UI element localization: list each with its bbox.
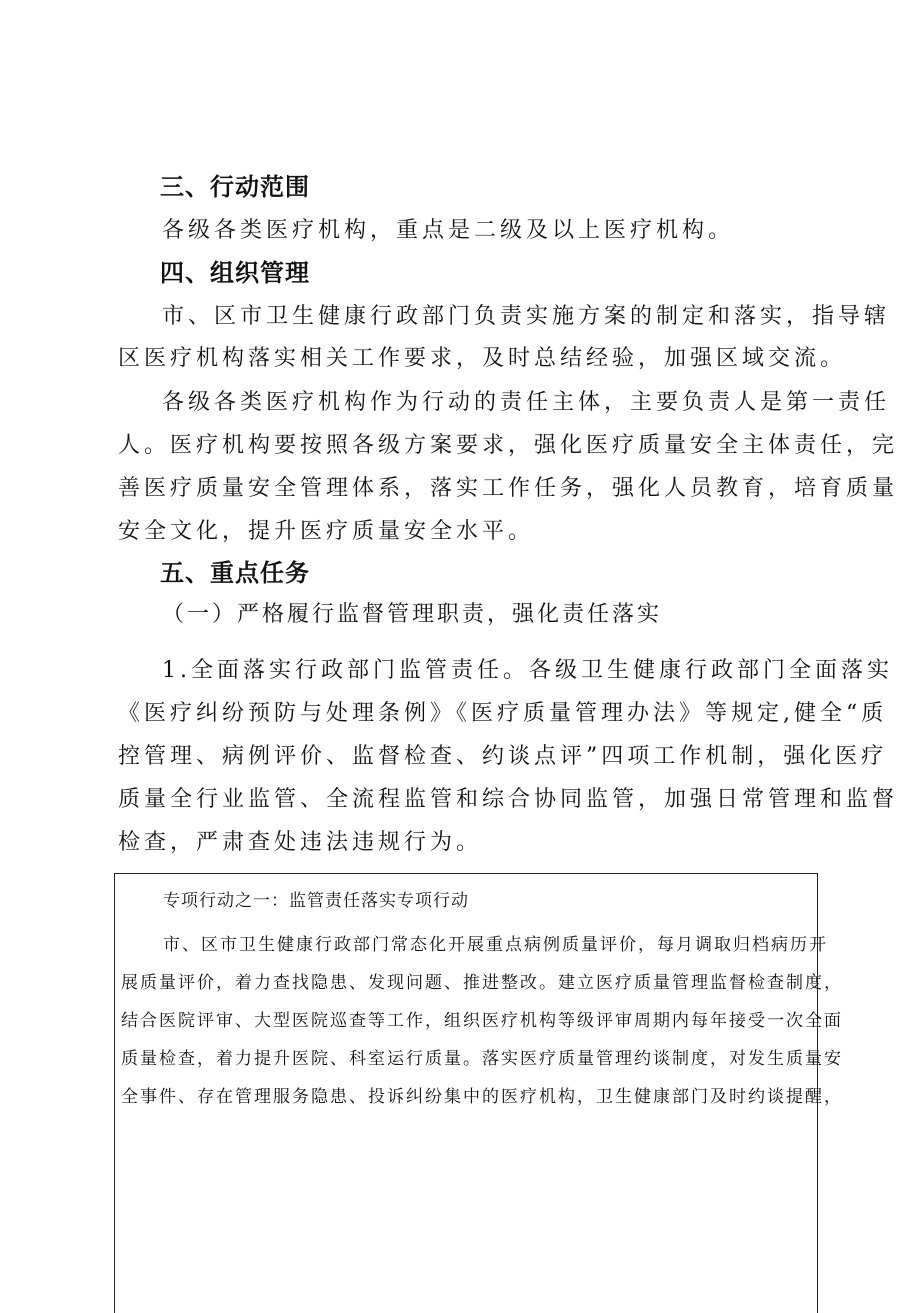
- subsection-heading: （一）严格履行监督管理职责，强化责任落实: [162, 602, 663, 627]
- box-title: 专项行动之一：监管责任落实专项行动: [163, 891, 469, 911]
- paragraph-line: 1.全面落实行政部门监管责任。各级卫生健康行政部门全面落实: [162, 658, 893, 683]
- special-action-box: [114, 873, 843, 1313]
- paragraph-line: 检查，严肃查处违法违规行为。: [118, 830, 483, 855]
- paragraph-line: 各级各类医疗机构，重点是二级及以上医疗机构。: [162, 218, 735, 243]
- paragraph-line: 安全文化，提升医疗质量安全水平。: [118, 519, 535, 544]
- paragraph-line: 区医疗机构落实相关工作要求，及时总结经验，加强区域交流。: [118, 346, 847, 371]
- paragraph-line: 控管理、病例评价、监督检查、约谈点评”四项工作机制，强化医疗: [118, 744, 888, 769]
- paragraph-line: 善医疗质量安全管理体系，落实工作任务，强化人员教育，培育质量: [118, 476, 899, 501]
- paragraph-line: 市、区市卫生健康行政部门负责实施方案的制定和落实，指导辖: [162, 304, 891, 329]
- box-line: 市、区市卫生健康行政部门常态化开展重点病例质量评价，每月调取归档病历开: [163, 935, 828, 955]
- box-line: 结合医院评审、大型医院巡查等工作，组织医疗机构等级评审周期内每年接受一次全面: [121, 1011, 843, 1031]
- paragraph-line: 各级各类医疗机构作为行动的责任主体，主要负责人是第一责任: [162, 390, 891, 415]
- paragraph-line: 《医疗纠纷预防与处理条例》《医疗质量管理办法》等规定,健全“质: [118, 701, 888, 726]
- box-line: 全事件、存在管理服务隐患、投诉纠纷集中的医疗机构，卫生健康部门及时约谈提醒，: [121, 1087, 843, 1107]
- box-line: 展质量评价，着力查找隐患、发现问题、推进整改。建立医疗质量管理监督检查制度，: [121, 973, 843, 993]
- paragraph-line: 质量全行业监管、全流程监管和综合协同监管，加强日常管理和监督: [118, 787, 899, 812]
- section-heading-scope: 三、行动范围: [160, 173, 310, 201]
- section-heading-organization: 四、组织管理: [160, 259, 310, 287]
- section-heading-key-tasks: 五、重点任务: [160, 559, 310, 587]
- box-line: 质量检查，着力提升医院、科室运行质量。落实医疗质量管理约谈制度，对发生质量安: [121, 1049, 843, 1069]
- paragraph-line: 人。医疗机构要按照各级方案要求，强化医疗质量安全主体责任，完: [118, 433, 899, 458]
